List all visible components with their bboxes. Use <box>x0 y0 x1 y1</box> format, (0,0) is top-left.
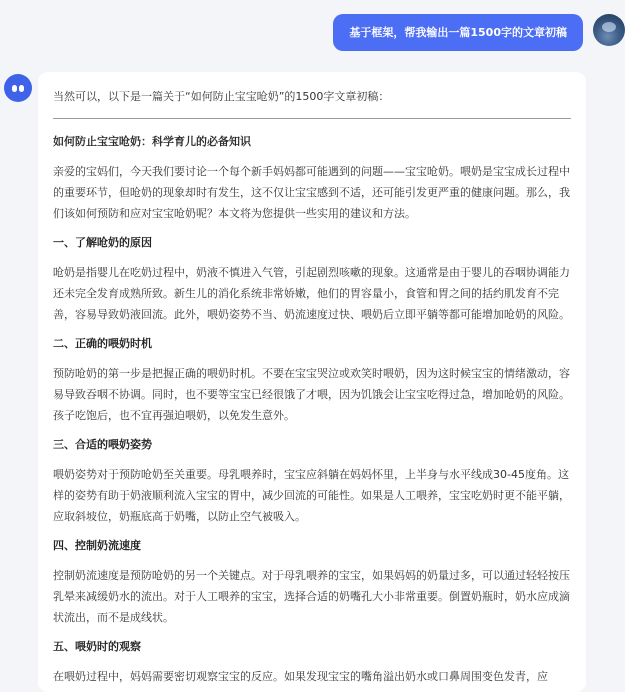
section-body: 喂奶姿势对于预防呛奶至关重要。母乳喂养时，宝宝应斜躺在妈妈怀里，上半身与水平线成30-45度角。这样的姿势有助于奶液顺利流入宝宝的胃中，减少回流的可能性。如果是人工喂养，宝宝吃奶时更不能平躺，应取斜坡位，奶瓶底高于奶嘴，以防止空气被吸入。 <box>53 468 570 523</box>
article-title: 如何防止宝宝呛奶：科学育儿的必备知识 <box>53 135 251 148</box>
section-heading: 三、合适的喂奶姿势 <box>53 438 152 451</box>
user-message-row <box>0 14 625 54</box>
section-heading: 一、了解呛奶的原因 <box>53 236 152 249</box>
section-body: 控制奶流速度是预防呛奶的另一个关键点。对于母乳喂养的宝宝，如果妈妈的奶量过多，可以通过轻轻按压乳晕来减缓奶水的流出。对于人工喂养的宝宝，选择合适的奶嘴孔大小非常重要。倒置奶瓶时，奶水应成滴状流出，而不是成线状。 <box>53 569 570 624</box>
assistant-intro: 当然可以，以下是一篇关于“如何防止宝宝呛奶”的1500字文章初稿： <box>53 90 390 103</box>
section-body: 在喂奶过程中，妈妈需要密切观察宝宝的反应。如果发现宝宝的嘴角溢出奶水或口鼻周围变色发青，应 <box>53 670 548 683</box>
assistant-avatar-icon <box>4 74 32 102</box>
assistant-message-card <box>38 72 586 692</box>
divider <box>53 118 571 119</box>
section-body: 预防呛奶的第一步是把握正确的喂奶时机。不要在宝宝哭泣或欢笑时喂奶，因为这时候宝宝的情绪激动，容易导致吞咽不协调。同时，也不要等宝宝已经很饿了才喂，因为饥饿会让宝宝吃得过急，增加呛奶的风险。孩子吃饱后，也不宜再强迫喂奶，以免发生意外。 <box>53 367 570 422</box>
section-heading: 二、正确的喂奶时机 <box>53 337 152 350</box>
section-body: 呛奶是指婴儿在吃奶过程中，奶液不慎进入气管，引起剧烈咳嗽的现象。这通常是由于婴儿的吞咽协调能力还未完全发育成熟所致。新生儿的消化系统非常娇嫩，他们的胃容量小，食管和胃之间的括约肌发育不完善，容易导致奶液回流。此外，喂奶姿势不当、奶流速度过快、喂奶后立即平躺等都可能增加呛奶的风险。 <box>53 266 570 321</box>
section-heading: 五、喂奶时的观察 <box>53 640 141 653</box>
user-message-bubble[interactable]: 基于框架，帮我输出一篇1500字的文章初稿 <box>333 14 583 51</box>
section-heading: 四、控制奶流速度 <box>53 539 141 552</box>
user-avatar[interactable] <box>593 14 625 46</box>
article-opening: 亲爱的宝妈们，今天我们要讨论一个每个新手妈妈都可能遇到的问题——宝宝呛奶。喂奶是宝宝成长过程中的重要环节，但呛奶的现象却时有发生，这不仅让宝宝感到不适，还可能引发更严重的健康问题。那么，我们该如何预防和应对宝宝呛奶呢？本文将为您提供一些实用的建议和方法。 <box>53 165 570 220</box>
